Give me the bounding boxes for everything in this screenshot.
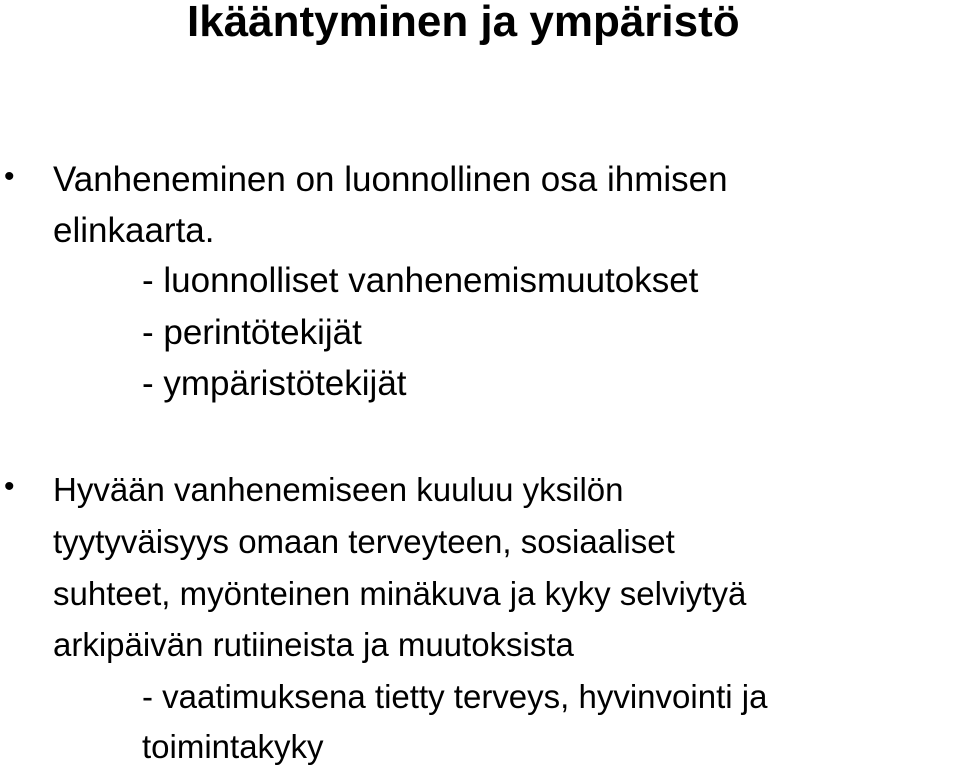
bullet-text-line: Hyvään vanhenemiseen kuuluu yksilön	[53, 471, 624, 508]
bullet-text-line: suhteet, myönteinen minäkuva ja kyky selviytyä	[53, 575, 747, 612]
bullet-dot: •	[4, 160, 15, 193]
slide-title: Ikääntyminen ja ympäristö	[187, 0, 740, 46]
sub-item: - vaatimuksena tietty terveys, hyvinvointi ja	[142, 678, 768, 715]
sub-item: - ympäristötekijät	[142, 364, 407, 403]
sub-item: - luonnolliset vanhenemismuutokset	[142, 261, 699, 300]
bullet-text-line: arkipäivän rutiineista ja muutoksista	[53, 626, 574, 663]
bullet-text-line: elinkaarta.	[53, 211, 215, 250]
bullet-text-line: Vanheneminen on luonnollinen osa ihmisen	[53, 160, 728, 199]
bullet-text-line: tyytyväisyys omaan terveyteen, sosiaaliset	[53, 523, 675, 560]
sub-item: toimintakyky	[142, 728, 324, 765]
sub-item: - perintötekijät	[142, 313, 362, 352]
bullet-dot: •	[4, 470, 15, 503]
